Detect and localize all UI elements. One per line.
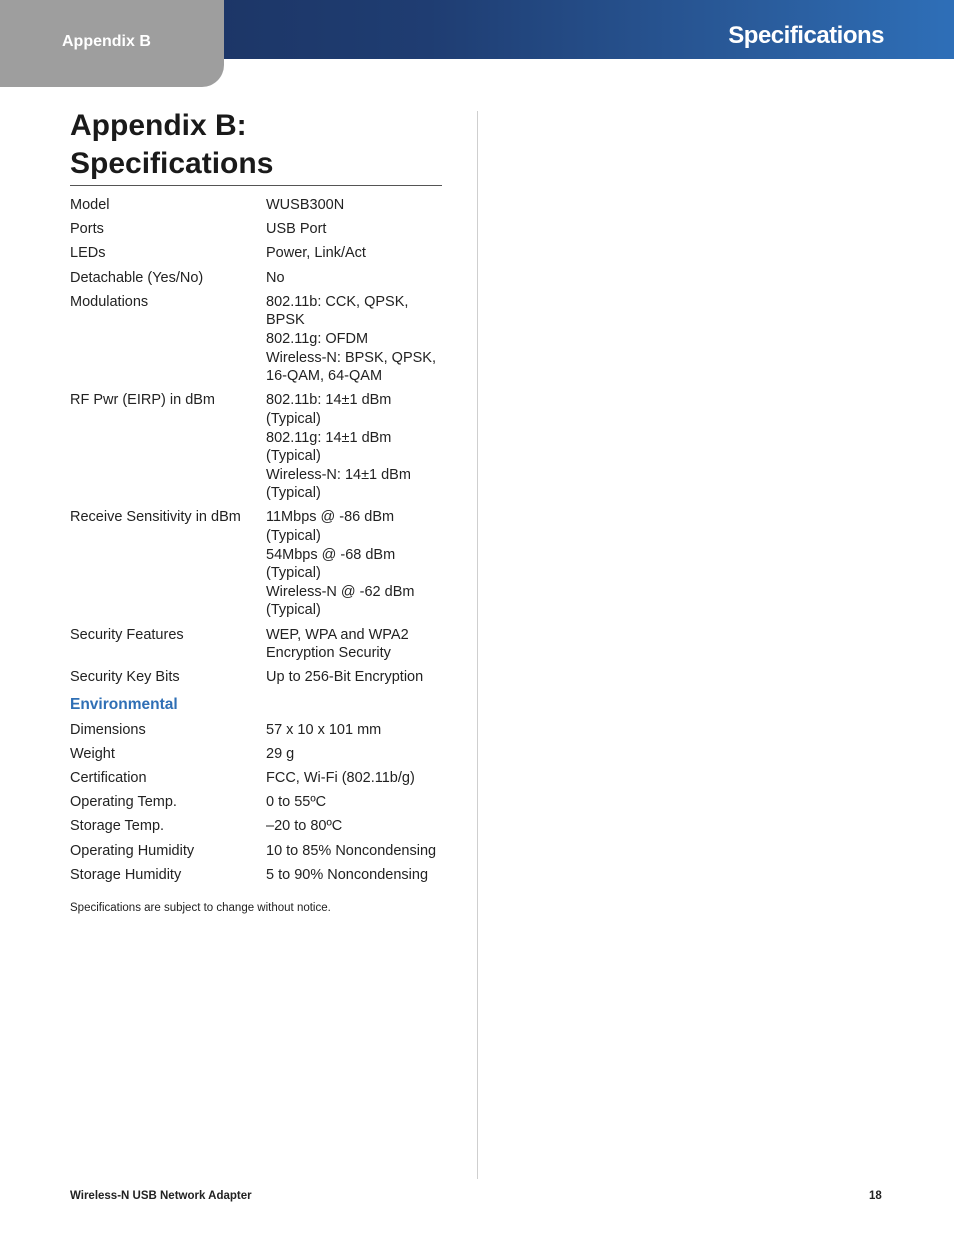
- spec-value: 11Mbps @ -86 dBm (Typical) 54Mbps @ -68 dBm (Typical) Wireless-N @ -62 dBm (Typical): [266, 509, 415, 619]
- section-tab-label: Appendix B: [62, 33, 151, 50]
- spec-label: RF Pwr (EIRP) in dBm: [70, 392, 216, 409]
- spec-row: [70, 244, 450, 263]
- page-title-line1: Appendix B:: [70, 109, 247, 142]
- env-value: 29 g: [266, 745, 295, 762]
- page-title-line2: Specifications: [70, 147, 274, 180]
- spec-value: Power, Link/Act: [266, 245, 366, 262]
- spec-label: Modulations: [70, 293, 149, 310]
- spec-row: [70, 626, 450, 663]
- environmental-heading: Environmental: [70, 696, 178, 713]
- spec-label: Detachable (Yes/No): [70, 269, 204, 286]
- spec-value: Up to 256-Bit Encryption: [266, 669, 424, 686]
- spec-value: 802.11b: CCK, QPSK, BPSK 802.11g: OFDM Wireless-N: BPSK, QPSK, 16-QAM, 64-QAM: [266, 293, 437, 385]
- specifications-table: [70, 196, 450, 890]
- env-row: [70, 745, 450, 764]
- change-notice: Specifications are subject to change without notice.: [70, 902, 331, 914]
- spec-value: USB Port: [266, 221, 327, 238]
- spec-row: [70, 220, 450, 239]
- header-title: Specifications: [728, 22, 884, 49]
- env-value: –20 to 80ºC: [266, 818, 343, 835]
- spec-label: Security Key Bits: [70, 669, 180, 686]
- spec-label: Security Features: [70, 626, 184, 643]
- env-row: [70, 817, 450, 836]
- spec-value: WEP, WPA and WPA2 Encryption Security: [266, 626, 409, 662]
- spec-value: No: [266, 269, 285, 286]
- footer-product-name: Wireless-N USB Network Adapter: [70, 1190, 252, 1202]
- spec-row: [70, 269, 450, 288]
- spec-label: Model: [70, 197, 110, 213]
- spec-label: Ports: [70, 221, 104, 238]
- env-row: [70, 793, 450, 812]
- env-value: 57 x 10 x 101 mm: [266, 721, 382, 738]
- env-label: Weight: [70, 745, 115, 762]
- env-label: Storage Humidity: [70, 866, 182, 883]
- env-value: FCC, Wi-Fi (802.11b/g): [266, 769, 415, 786]
- spec-row: [70, 508, 450, 620]
- env-label: Dimensions: [70, 721, 146, 738]
- env-row: [70, 769, 450, 788]
- spec-row: [70, 391, 450, 503]
- spec-row: [70, 293, 450, 386]
- spec-value: WUSB300N: [266, 197, 345, 213]
- footer-page-number: 18: [869, 1190, 882, 1202]
- env-label: Operating Humidity: [70, 842, 195, 859]
- env-value: 5 to 90% Noncondensing: [266, 866, 429, 883]
- env-row: [70, 842, 450, 861]
- env-label: Operating Temp.: [70, 794, 177, 811]
- section-tab: [0, 0, 224, 87]
- spec-value: 802.11b: 14±1 dBm (Typical) 802.11g: 14±1 dBm (Typical) Wireless-N: 14±1 dBm (Typical): [266, 392, 411, 502]
- env-row: [70, 866, 450, 885]
- spec-label: LEDs: [70, 245, 106, 262]
- column-divider: [477, 111, 478, 1179]
- env-label: Certification: [70, 769, 147, 786]
- env-value: 0 to 55ºC: [266, 794, 327, 811]
- page-title: [70, 107, 442, 186]
- spec-label: Receive Sensitivity in dBm: [70, 509, 241, 526]
- env-label: Storage Temp.: [70, 818, 165, 835]
- env-value: 10 to 85% Noncondensing: [266, 842, 437, 859]
- spec-row: [70, 196, 450, 215]
- spec-row: [70, 668, 450, 687]
- env-row: [70, 721, 450, 740]
